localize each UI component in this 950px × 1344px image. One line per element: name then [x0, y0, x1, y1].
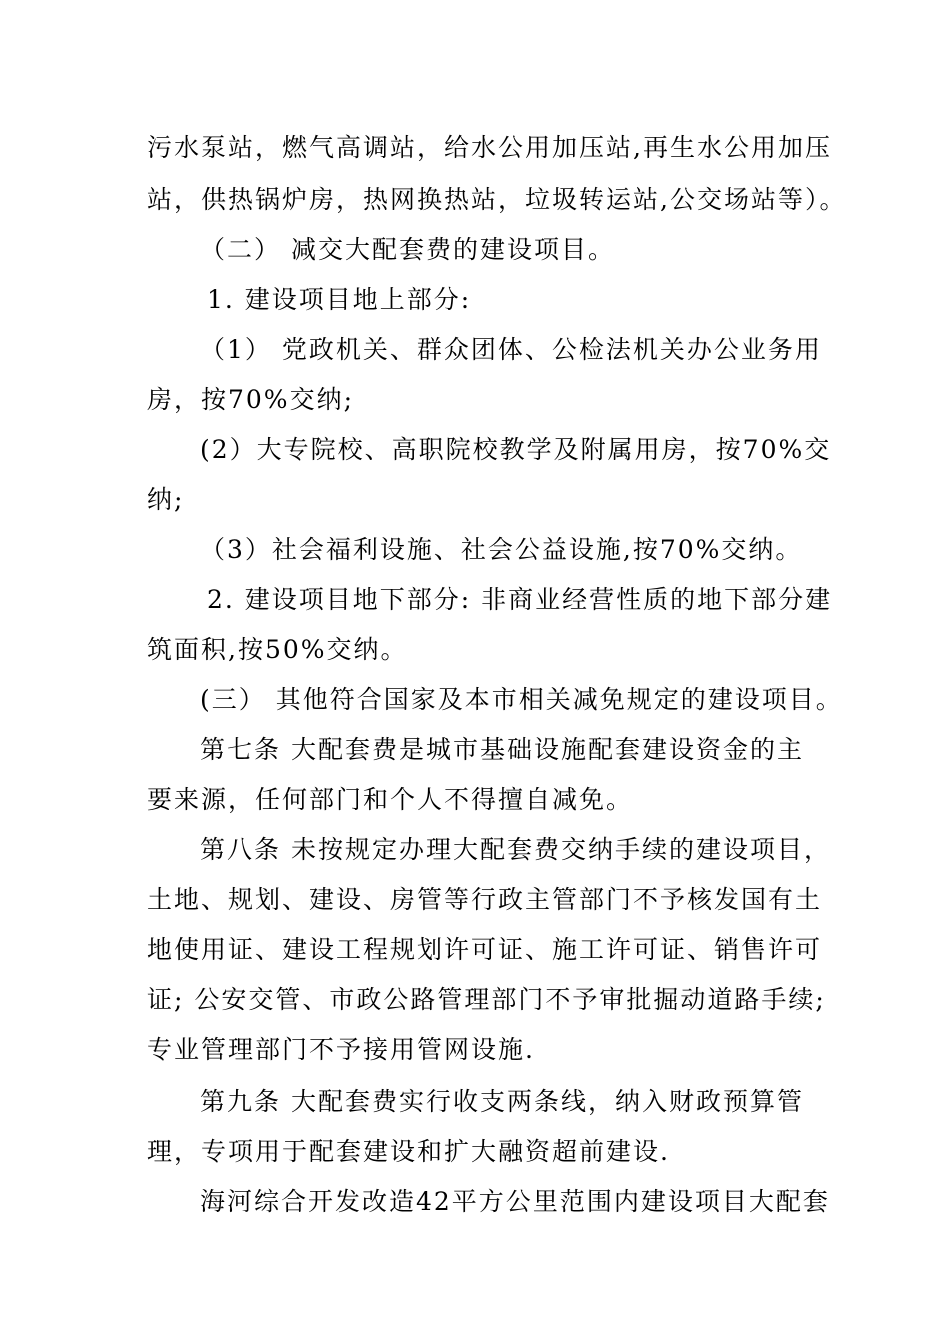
text-line: （1） 党政机关、群众团体、公检法机关办公业务用: [200, 335, 822, 364]
article-line: 第八条 未按规定办理大配套费交纳手续的建设项目，: [200, 835, 831, 864]
article-line: 第九条 大配套费实行收支两条线，纳入财政预算管: [200, 1087, 804, 1116]
subsection-heading: 1. 建设项目地上部分:: [207, 285, 472, 314]
text-line: 海河综合开发改造42平方公里范围内建设项目大配套: [200, 1187, 830, 1216]
text-line: 污水泵站，燃气高调站，给水公用加压站,再生水公用加压: [147, 133, 832, 162]
text-line: 要来源，任何部门和个人不得擅自减免。: [147, 785, 634, 814]
text-line: 站，供热锅炉房，热网换热站，垃圾转运站,公交场站等）。: [147, 185, 847, 214]
text-line: 专业管理部门不予接用管网设施.: [147, 1035, 535, 1064]
subsection-heading: 2. 建设项目地下部分: 非商业经营性质的地下部分建: [207, 585, 833, 614]
text-line: 土地、规划、建设、房管等行政主管部门不予核发国有土: [147, 885, 823, 914]
text-line: 理，专项用于配套建设和扩大融资超前建设.: [147, 1137, 670, 1166]
text-line: (2）大专院校、高职院校教学及附属用房，按70%交: [200, 435, 832, 464]
text-line: 证; 公安交管、市政公路管理部门不予审批掘动道路手续;: [147, 985, 826, 1014]
section-heading: （二） 减交大配套费的建设项目。: [200, 235, 615, 264]
text-line: 纳;: [147, 485, 185, 514]
text-line: （3）社会福利设施、社会公益设施,按70%交纳。: [200, 535, 803, 564]
article-line: 第七条 大配套费是城市基础设施配套建设资金的主: [200, 735, 804, 764]
text-line: 地使用证、建设工程规划许可证、施工许可证、销售许可: [147, 935, 823, 964]
section-heading: (三） 其他符合国家及本市相关减免规定的建设项目。: [200, 685, 843, 714]
text-line: 筑面积,按50%交纳。: [147, 635, 408, 664]
text-line: 房，按70%交纳;: [147, 385, 354, 414]
